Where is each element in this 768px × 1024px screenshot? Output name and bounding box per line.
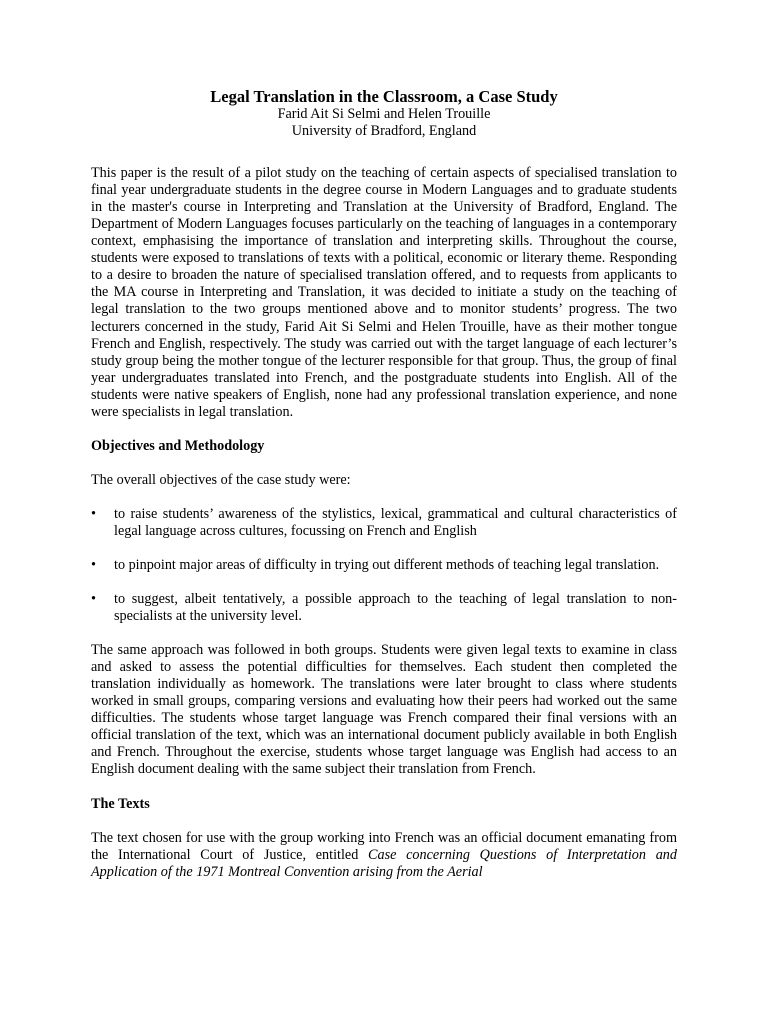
spacer — [91, 625, 677, 642]
paper-authors: Farid Ait Si Selmi and Helen Trouille — [277, 106, 491, 122]
objectives-list — [91, 506, 677, 625]
list-item — [91, 591, 677, 625]
section-heading-objectives: Objectives and Methodology — [91, 437, 265, 454]
spacer — [91, 455, 677, 472]
document-page — [91, 87, 677, 881]
document-title-italic: Case concerning Questions of Interpretation and Application of the 1971 Montreal Convention arising from the Aerial — [91, 846, 677, 880]
texts-paragraph-body: The text chosen for use with the group working into French was an official document emanating from the International Court of Justice, entitled — [91, 829, 677, 863]
list-item — [91, 506, 677, 540]
spacer — [91, 813, 677, 830]
spacer — [91, 140, 677, 165]
bullet-icon: • — [91, 505, 96, 522]
intro-paragraph: This paper is the result of a pilot study on the teaching of certain aspects of specialised translation to final year undergraduate students in the degree course in Modern Languages and to graduate students in the master's course in Interpreting and Translation at the University of Bradford, England. The Department of Modern Languages focuses particularly on the teaching of languages in a contemporary context, emphasising the importance of translation and interpreting skills. Throughout the course, students were exposed to translations of texts with a political, economic or literary theme. Responding to a desire to broaden the nature of specialised translation offered, and to requests from applicants to the MA course in Interpreting and Translation, it was decided to initiate a study on the teaching of legal translation to the two groups mentioned above and to monitor students’ progress. The two lecturers concerned in the study, Farid Ait Si Selmi and Helen Trouille, have as their mother tongue French and English, respectively. The study was carried out with the target language of each lecturer’s study group being the mother tongue of the lecturer responsible for that group. Thus, the group of final year undergraduates translated into French, and the postgraduate students into English. All of the students were native speakers of English, none had any professional translation experience, and none were specialists in legal translation. — [91, 165, 677, 420]
section-heading-texts: The Texts — [91, 795, 150, 812]
spacer — [91, 779, 677, 796]
paper-affiliation: University of Bradford, England — [291, 123, 477, 140]
list-item — [91, 557, 677, 574]
list-item-text: to pinpoint major areas of difficulty in trying out different methods of teaching legal translation. — [114, 556, 660, 573]
spacer — [91, 489, 677, 506]
list-item-text: to raise students’ awareness of the stylistics, lexical, grammatical and cultural characteristics of legal language across cultures, focussing on French and English — [114, 505, 677, 539]
objectives-lead: The overall objectives of the case study were: — [91, 471, 351, 488]
paper-title: Legal Translation in the Classroom, a Case Study — [210, 87, 558, 106]
texts-paragraph — [91, 830, 677, 881]
spacer — [91, 421, 677, 438]
approach-paragraph: The same approach was followed in both groups. Students were given legal texts to examine in class and asked to assess the potential difficulties for themselves. Each student then completed the translation individually as homework. The translations were later brought to class where students worked in small groups, comparing versions and evaluating how their peers had worked out the same difficulties. The students whose target language was French compared their final versions with an official translation of the text, which was an international document publicly available in both English and French. Throughout the exercise, students whose target language was English had access to an English document dealing with the same subject their translation from French. — [91, 642, 677, 778]
list-item-text: to suggest, albeit tentatively, a possible approach to the teaching of legal translation to non-specialists at the university level. — [114, 591, 677, 625]
bullet-icon: • — [91, 591, 96, 608]
bullet-icon: • — [91, 556, 96, 573]
